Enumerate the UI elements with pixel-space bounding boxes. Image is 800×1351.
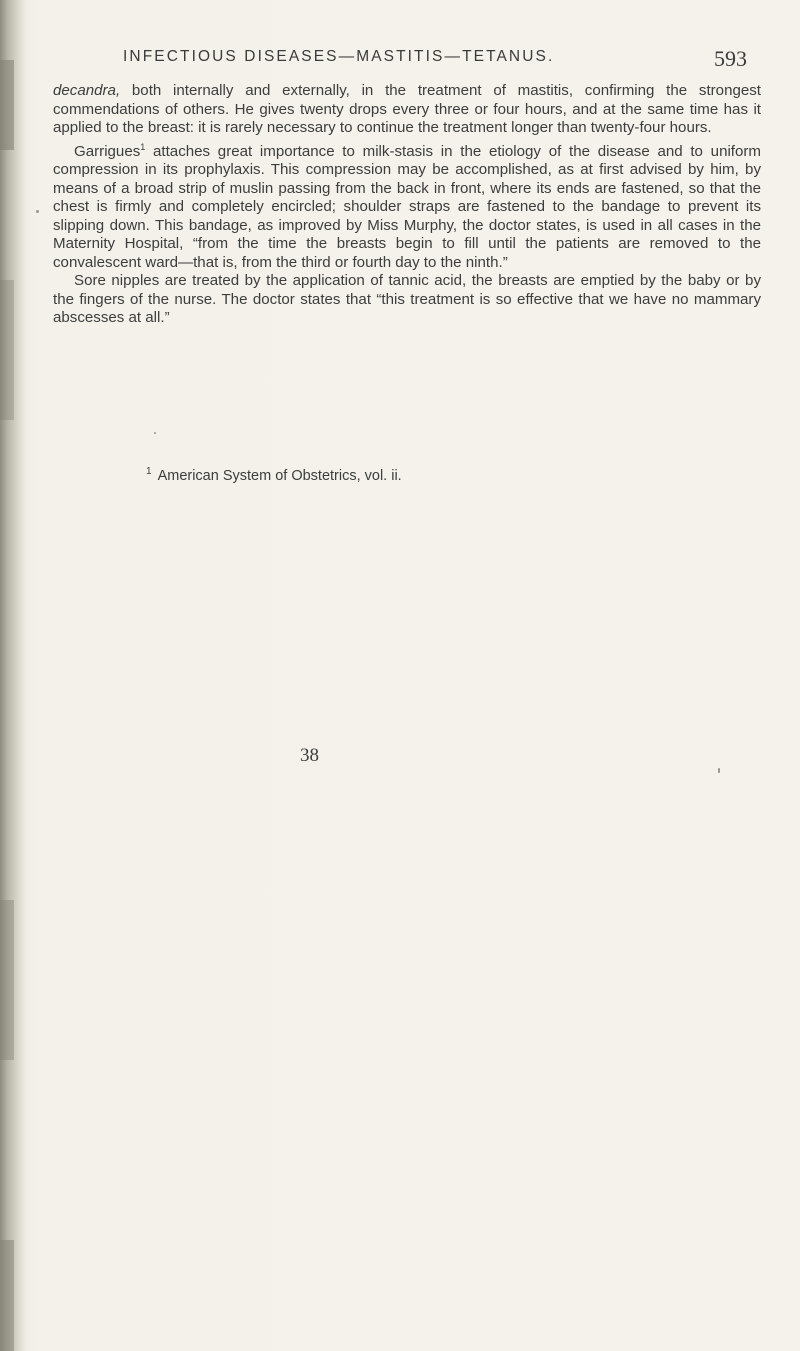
body-text bbox=[53, 82, 761, 328]
running-head: INFECTIOUS DISEASES—MASTITIS—TETANUS. bbox=[123, 48, 555, 65]
gutter-stain bbox=[0, 1240, 14, 1351]
paragraph-1 bbox=[53, 82, 761, 138]
footnote-marker: 1 bbox=[146, 466, 152, 477]
paper-speck bbox=[718, 768, 720, 773]
author-name: Garrigues bbox=[74, 142, 141, 160]
page-header bbox=[0, 46, 800, 80]
paragraph-3 bbox=[53, 272, 761, 328]
paragraph-1-text: both internally and externally, in the treatment of mastitis, confirming the strongest commendations of others. He gives twenty drops every three or four hours, and at the same time has it applied to the breast: it is rarely necessary to continue the treatment longer than twenty-four hours. bbox=[53, 82, 761, 136]
paragraph-2-text: attaches great importance to milk-stasis in the etiology of the disease and to uniform compression in its prophylaxis. This compression may be accomplished, as at first advised by him, by means of a broad strip of muslin passing from the back in front, where its ends are fastened, so that the chest is firmly and completely encircled; shoulder straps are fastened to the bandage to prevent its slipping down. This bandage, as improved by Miss Murphy, the doctor states, is used in all cases in the Maternity Hospital, “from the time the breasts begin to fill until the patients are removed to the convalescent ward—that is, from the third or fourth day to the ninth.” bbox=[53, 142, 761, 271]
footnote bbox=[146, 466, 402, 484]
paper-speck bbox=[36, 210, 39, 213]
gutter-stain bbox=[0, 900, 14, 1060]
paragraph-3-text: Sore nipples are treated by the application of tannic acid, the breasts are emptied by the baby or by the fingers of the nurse. The doctor states that “this treatment is so effective that we have no mammary abscesses at all.” bbox=[53, 272, 761, 327]
page-number: 593 bbox=[714, 46, 747, 71]
page-gutter bbox=[0, 0, 26, 1351]
gutter-stain bbox=[0, 280, 14, 420]
footnote-text: American System of Obstetrics, vol. ii. bbox=[157, 467, 402, 484]
signature-mark: 38 bbox=[300, 745, 319, 766]
italic-term: decandra, bbox=[53, 82, 121, 99]
footnote-reference: 1 bbox=[140, 141, 146, 152]
paper-speck bbox=[154, 432, 156, 434]
paragraph-2 bbox=[53, 138, 761, 273]
